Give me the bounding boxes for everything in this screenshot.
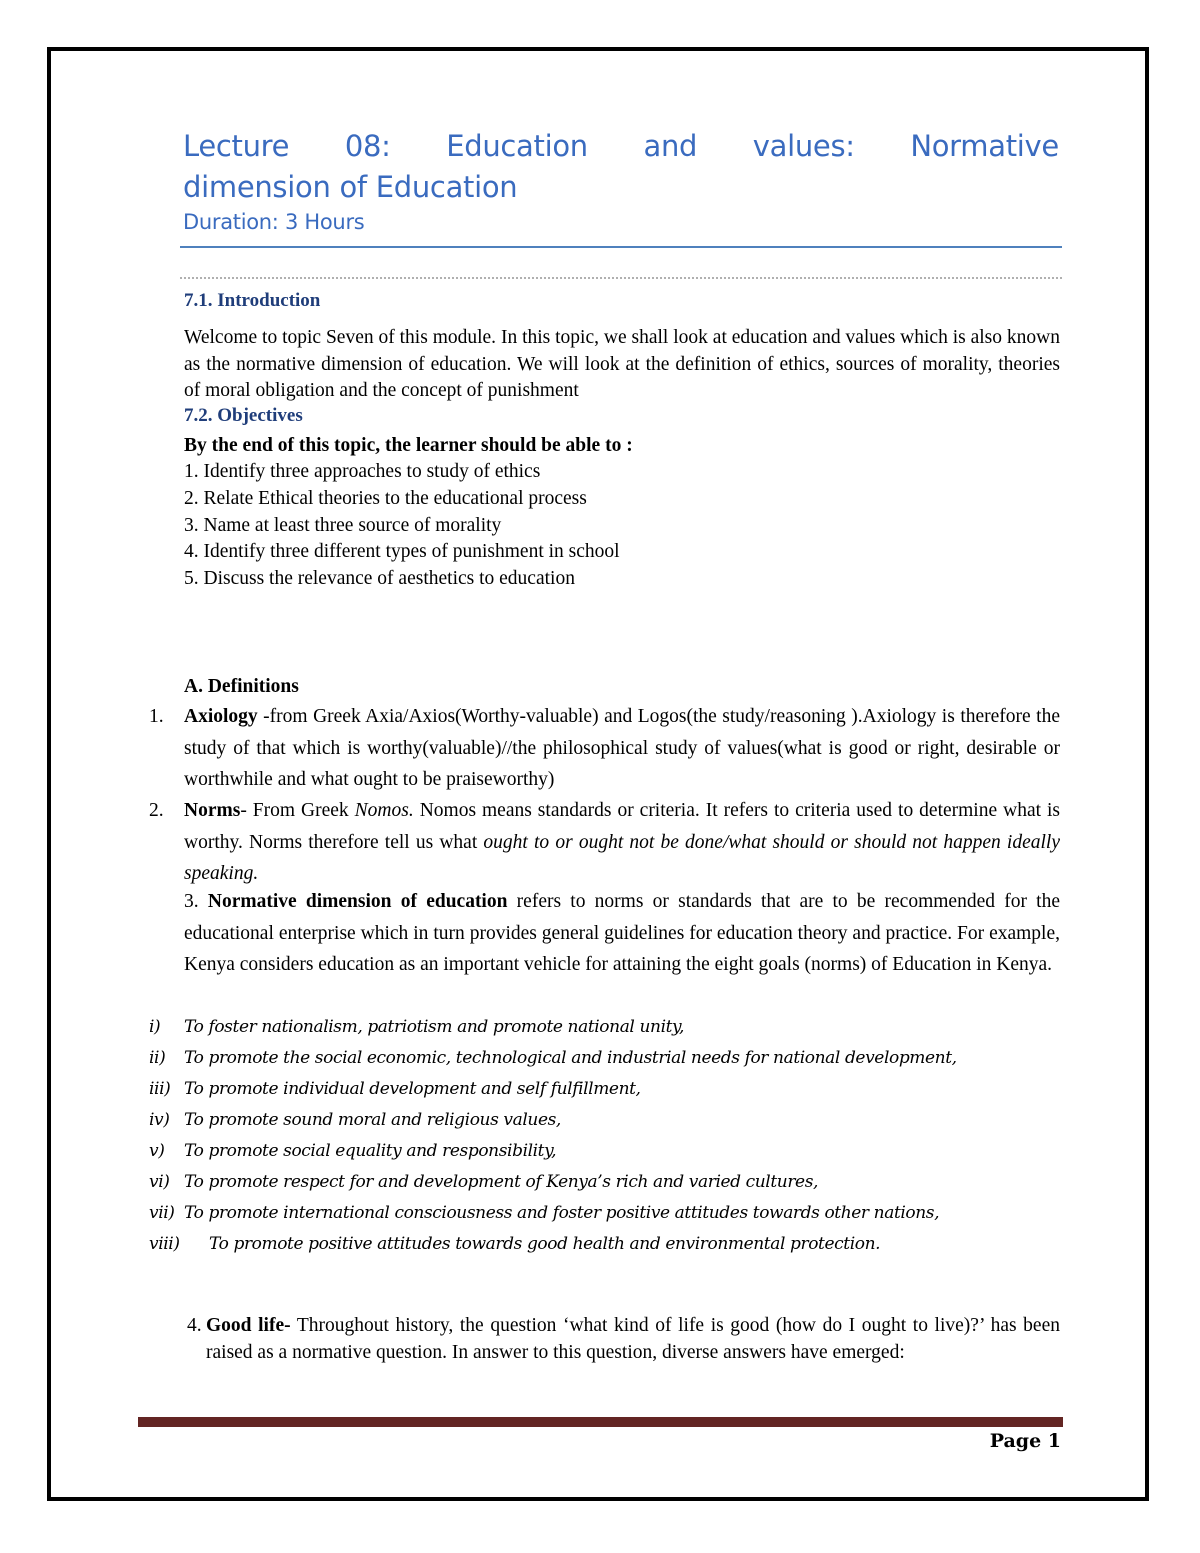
duration-label: Duration: 3 Hours <box>183 210 365 234</box>
goal-text: To promote respect for and development of Kenya’s rich and varied cultures, <box>184 1172 819 1192</box>
definition-good-life <box>187 1313 1060 1366</box>
goal-item <box>149 1198 1060 1229</box>
title-word: and <box>643 129 698 163</box>
definition-term: Norms <box>184 800 241 821</box>
definition-axiology <box>149 701 1060 796</box>
objective-item: 1. Identify three approaches to study of ethics <box>184 461 541 482</box>
dotted-divider <box>180 277 1062 279</box>
introduction-paragraph: Welcome to topic Seven of this module. In this topic, we shall look at education and values which is also known as the normative dimension of education. We will look at the definition of ethics, sources of morality, theories of moral obligation and the concept of punishment <box>184 327 1060 401</box>
goal-number: iv) <box>149 1110 170 1130</box>
goal-number: iii) <box>149 1079 171 1099</box>
definition-term: Axiology <box>184 706 258 727</box>
education-goals-list <box>149 1012 1060 1260</box>
goal-number: ii) <box>149 1048 166 1068</box>
footer-divider <box>138 1417 1063 1427</box>
title-word: Normative <box>910 129 1059 163</box>
title-line-1 <box>183 126 1059 167</box>
definition-body: - From Greek <box>240 800 355 821</box>
goal-text: To foster nationalism, patriotism and promote national unity, <box>184 1017 684 1037</box>
definition-body: refers to norms or standards that are to be recommended for the educational enterprise which in turn provides general guidelines for education theory and practice. For example, Kenya considers education as an important vehicle for attaining the eight goals (norms) of Education in Kenya. <box>184 891 1060 975</box>
definition-norms <box>149 795 1060 890</box>
definition-body: -from Greek Axia/Axios(Worthy-valuable) and Logos(the study/reasoning ).Axiology is therefore the study of that which is worthy(valuable)//the philosophical study of values(what is good or right, desirable or worthwhile and what ought to be praiseworthy) <box>184 706 1060 790</box>
goal-text: To promote sound moral and religious values, <box>184 1110 561 1130</box>
goal-item <box>149 1012 1060 1043</box>
definition-term: Good life- <box>206 1315 291 1336</box>
title-word: 08: <box>344 129 391 163</box>
definition-text <box>184 701 1060 796</box>
definitions-heading: A. Definitions <box>184 676 299 697</box>
objective-item: 4. Identify three different types of punishment in school <box>184 541 620 563</box>
section-heading-objectives: 7.2. Objectives <box>184 405 303 426</box>
objectives-lead: By the end of this topic, the learner should be able to : <box>184 435 633 456</box>
goal-number: viii) <box>149 1234 180 1254</box>
title-divider <box>180 246 1062 248</box>
goal-text: To promote social equality and responsibility, <box>184 1141 557 1161</box>
title-word: values: <box>752 129 855 163</box>
section-heading-introduction: 7.1. Introduction <box>184 290 321 311</box>
definition-text <box>184 795 1060 890</box>
page-title <box>183 126 1059 208</box>
definition-body: Throughout history, the question ‘what kind of life is good (how do I ought to live)?’ has been raised as a normative question. In answer to this question, diverse answers have emerged: <box>206 1315 1060 1363</box>
definition-italic: Nomos. <box>354 800 414 821</box>
goal-item <box>149 1074 1060 1105</box>
goal-number: vii) <box>149 1203 175 1223</box>
goal-item <box>149 1043 1060 1074</box>
goal-text: To promote the social economic, technological and industrial needs for national development, <box>184 1048 957 1068</box>
definition-italic: ought to or ought not be done/what should or should not happen ideally speaking. <box>184 831 1060 884</box>
objective-item: 2. Relate Ethical theories to the educational process <box>184 487 587 509</box>
goal-text: To promote positive attitudes towards good health and environmental protection. <box>209 1234 881 1254</box>
page-number: Page 1 <box>989 1430 1061 1452</box>
definition-number: 2. <box>149 800 164 821</box>
definition-text <box>206 1313 1060 1366</box>
title-word: Lecture <box>183 129 290 163</box>
goal-number: vi) <box>149 1172 170 1192</box>
title-block <box>183 126 1059 234</box>
definition-number: 3. <box>184 891 199 912</box>
definition-number: 4. <box>187 1315 202 1336</box>
objectives-list <box>184 459 620 593</box>
goal-item <box>149 1229 1060 1260</box>
definition-term: Normative dimension of education <box>207 891 508 912</box>
goal-number: i) <box>149 1017 161 1037</box>
goal-text: To promote individual development and self fulfillment, <box>184 1079 641 1099</box>
objective-item: 3. Name at least three source of morality <box>184 514 502 536</box>
goal-number: v) <box>149 1141 165 1161</box>
goal-item <box>149 1136 1060 1167</box>
title-word: Education <box>446 129 588 163</box>
goal-item <box>149 1105 1060 1136</box>
definition-body: Nomos means standards or criteria. It refers to criteria used to determine what is worthy. Norms therefore tell us what <box>184 800 1060 853</box>
goal-text: To promote international consciousness and foster positive attitudes towards other nations, <box>184 1203 940 1223</box>
definition-normative-dimension <box>184 886 1060 981</box>
definition-number: 1. <box>149 706 164 727</box>
objective-item: 5. Discuss the relevance of aesthetics to education <box>184 568 575 590</box>
title-line-2: dimension of Education <box>183 170 518 204</box>
goal-item <box>149 1167 1060 1198</box>
